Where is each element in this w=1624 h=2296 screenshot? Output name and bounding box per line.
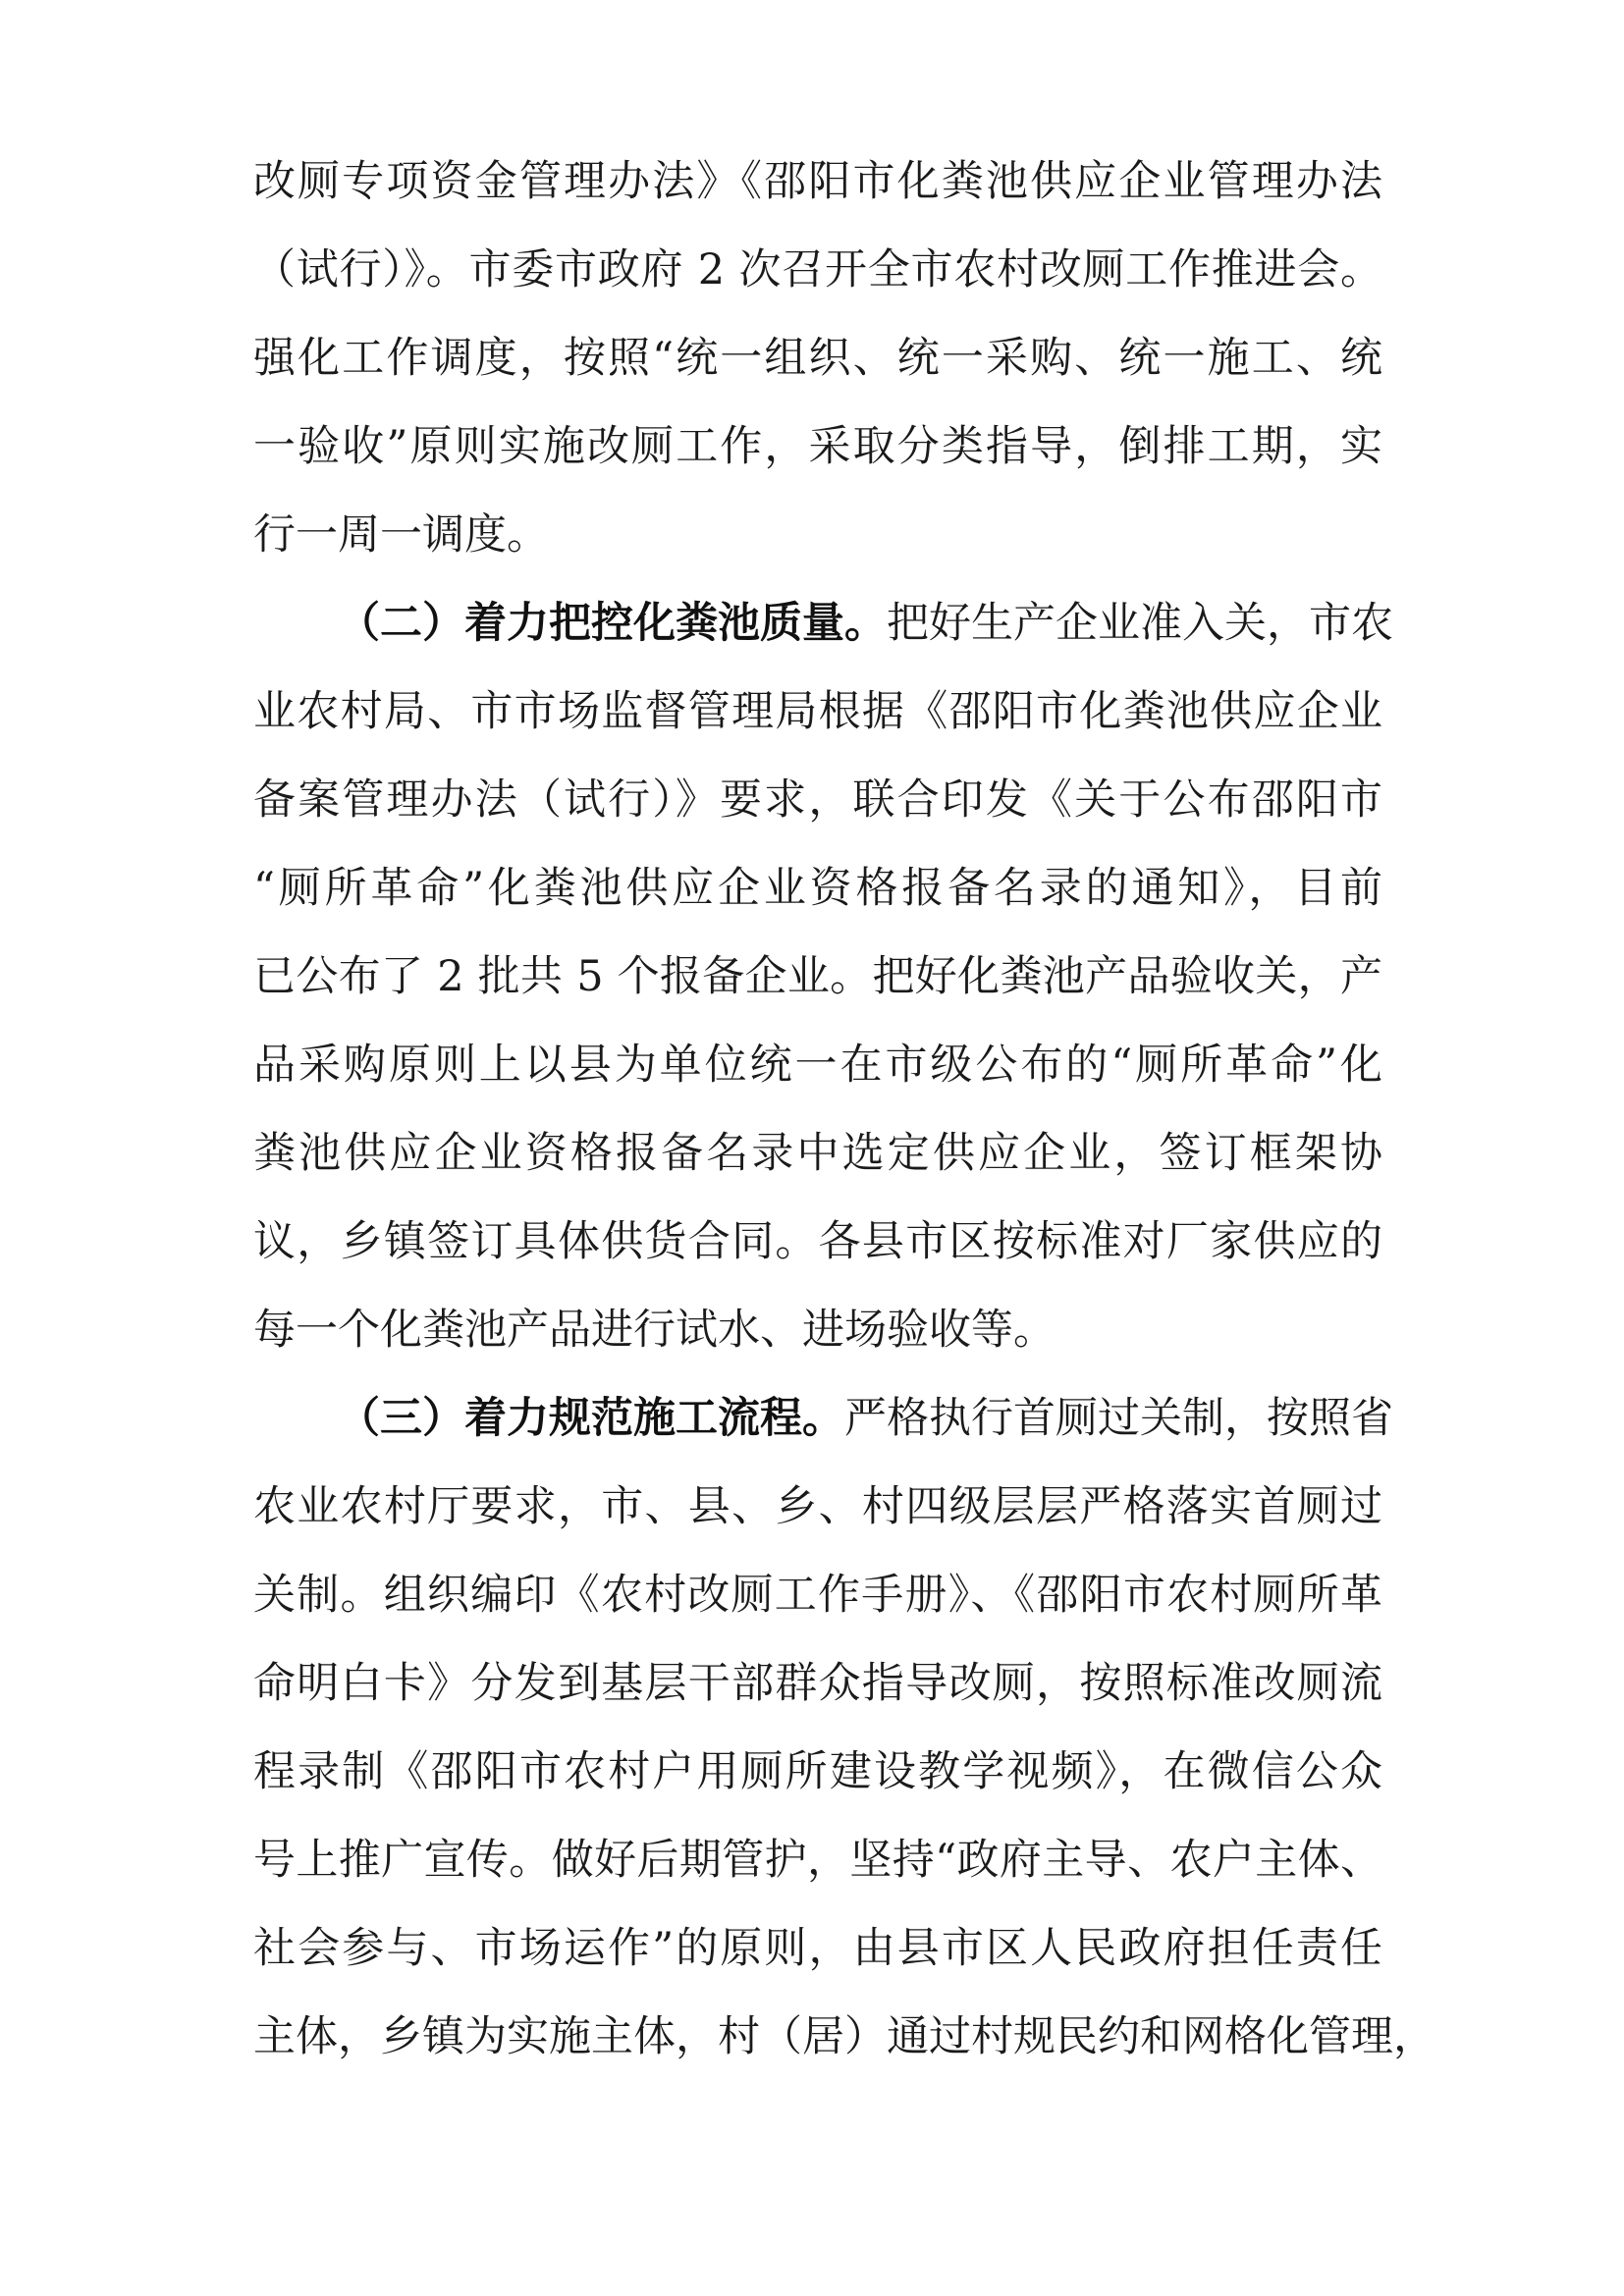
- section-first-line: [338, 589, 1393, 658]
- text-line: 农业农村厅要求，市、县、乡、村四级层层严格落实首厕过: [253, 1482, 1382, 1531]
- text-line: 主体，乡镇为实施主体，村（居）通过村规民约和网格化管理，: [253, 2012, 1435, 2061]
- text-line: 已公布了 2 批共 5 个报备企业。把好化粪池产品验收关，产: [253, 952, 1382, 1001]
- text-line: 行一周一调度。: [253, 510, 549, 560]
- section-heading: （三）着力规范施工流程。: [338, 1394, 844, 1443]
- text-line: 强化工作调度，按照“统一组织、统一采购、统一施工、统: [253, 334, 1382, 383]
- text-line: 关制。组织编印《农村改厕工作手册》、《邵阳市农村厕所革: [253, 1571, 1382, 1620]
- section-first-line: [338, 1384, 1393, 1453]
- text-line: 严格执行首厕过关制，按照省: [844, 1394, 1393, 1443]
- text-line: 每一个化粪池产品进行试水、进场验收等。: [253, 1306, 1056, 1355]
- text-line: “厕所革命”化粪池供应企业资格报备名录的通知》，目前: [253, 864, 1382, 913]
- text-line: 把好生产企业准入关，市农: [887, 599, 1393, 648]
- text-line: （试行）》。市委市政府 2 次召开全市农村改厕工作推进会。: [253, 245, 1382, 294]
- text-line: 议，乡镇签订具体供货合同。各县市区按标准对厂家供应的: [253, 1217, 1382, 1266]
- text-line: 程录制《邵阳市农村户用厕所建设教学视频》，在微信公众: [253, 1747, 1382, 1796]
- text-line: 社会参与、市场运作”的原则，由县市区人民政府担任责任: [253, 1924, 1382, 1973]
- section-heading: （二）着力把控化粪池质量。: [338, 599, 887, 648]
- text-line: 品采购原则上以县为单位统一在市级公布的“厕所革命”化: [253, 1041, 1382, 1090]
- text-line: 粪池供应企业资格报备名录中选定供应企业，签订框架协: [253, 1129, 1382, 1178]
- text-line: 改厕专项资金管理办法》《邵阳市化粪池供应企业管理办法: [253, 157, 1382, 206]
- text-line: 号上推广宣传。做好后期管护，坚持“政府主导、农户主体、: [253, 1836, 1382, 1885]
- text-line: 一验收”原则实施改厕工作，采取分类指导，倒排工期，实: [253, 422, 1382, 471]
- text-line: 备案管理办法（试行）》要求，联合印发《关于公布邵阳市: [253, 775, 1382, 825]
- text-line: 命明白卡》分发到基层干部群众指导改厕，按照标准改厕流: [253, 1659, 1382, 1708]
- text-line: 业农村局、市市场监督管理局根据《邵阳市化粪池供应企业: [253, 687, 1382, 736]
